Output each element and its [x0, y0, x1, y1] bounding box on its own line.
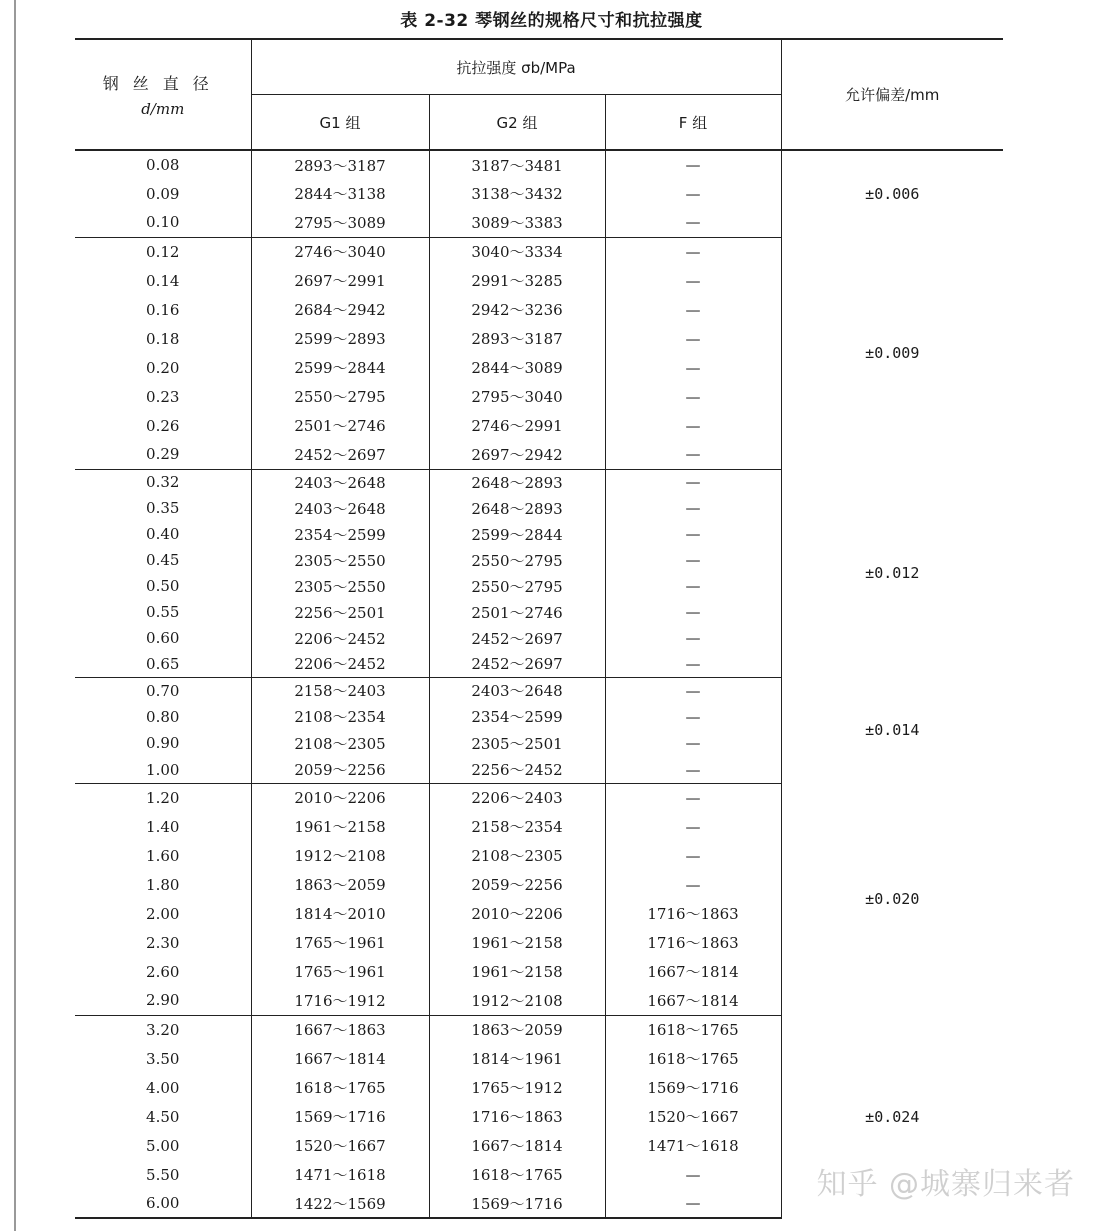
g1-cell: 1814～2010 — [251, 899, 429, 928]
diameter-cell: 2.60 — [75, 957, 251, 986]
f-cell: 1471～1618 — [605, 1131, 781, 1160]
diameter-cell: 0.26 — [75, 411, 251, 440]
f-cell: — — [605, 411, 781, 440]
diameter-cell: 1.60 — [75, 841, 251, 870]
g1-cell: 1765～1961 — [251, 928, 429, 957]
f-cell: — — [605, 677, 781, 704]
g2-cell: 2305～2501 — [429, 730, 605, 757]
g1-cell: 1618～1765 — [251, 1073, 429, 1102]
diameter-cell: 0.32 — [75, 469, 251, 495]
f-cell: 1716～1863 — [605, 899, 781, 928]
f-cell: — — [605, 382, 781, 411]
f-cell: 1618～1765 — [605, 1015, 781, 1044]
f-cell: — — [605, 469, 781, 495]
g2-cell: 2942～3236 — [429, 295, 605, 324]
g1-cell: 2354～2599 — [251, 521, 429, 547]
f-cell: — — [605, 179, 781, 208]
diameter-cell: 0.65 — [75, 651, 251, 677]
diameter-cell: 0.60 — [75, 625, 251, 651]
diameter-cell: 0.35 — [75, 495, 251, 521]
header-g2-group: G2 组 — [429, 95, 605, 151]
f-cell: — — [605, 208, 781, 237]
f-cell: 1569～1716 — [605, 1073, 781, 1102]
diameter-cell: 2.00 — [75, 899, 251, 928]
g1-cell: 2795～3089 — [251, 208, 429, 237]
diameter-cell: 4.50 — [75, 1102, 251, 1131]
tolerance-cell: ±0.012 — [865, 564, 920, 582]
f-cell: — — [605, 150, 781, 179]
g1-cell: 2010～2206 — [251, 783, 429, 812]
g2-cell: 3138～3432 — [429, 179, 605, 208]
f-cell: — — [605, 495, 781, 521]
g1-cell: 1912～2108 — [251, 841, 429, 870]
g1-cell: 1716～1912 — [251, 986, 429, 1015]
g2-cell: 1569～1716 — [429, 1189, 605, 1218]
g1-cell: 2403～2648 — [251, 469, 429, 495]
diameter-cell: 0.12 — [75, 237, 251, 266]
diameter-cell: 1.00 — [75, 757, 251, 784]
g1-cell: 1569～1716 — [251, 1102, 429, 1131]
diameter-cell: 6.00 — [75, 1189, 251, 1218]
g2-cell: 2697～2942 — [429, 440, 605, 469]
tolerance-cell: ±0.020 — [865, 890, 920, 908]
f-cell: — — [605, 704, 781, 731]
g1-cell: 1667～1863 — [251, 1015, 429, 1044]
g2-cell: 2403～2648 — [429, 677, 605, 704]
g1-cell: 2746～3040 — [251, 237, 429, 266]
table-row — [75, 677, 1003, 704]
g1-cell: 2599～2893 — [251, 324, 429, 353]
header-diameter — [75, 39, 251, 150]
g1-cell: 2697～2991 — [251, 266, 429, 295]
f-cell: 1618～1765 — [605, 1044, 781, 1073]
g2-cell: 1667～1814 — [429, 1131, 605, 1160]
g1-cell: 1471～1618 — [251, 1160, 429, 1189]
f-cell: — — [605, 625, 781, 651]
f-cell: — — [605, 730, 781, 757]
diameter-cell: 3.20 — [75, 1015, 251, 1044]
g1-cell: 2305～2550 — [251, 573, 429, 599]
f-cell: — — [605, 870, 781, 899]
diameter-cell: 0.40 — [75, 521, 251, 547]
f-cell: — — [605, 1189, 781, 1218]
spec-table — [75, 38, 1003, 1219]
diameter-cell: 1.40 — [75, 812, 251, 841]
diameter-cell: 2.30 — [75, 928, 251, 957]
g1-cell: 2844～3138 — [251, 179, 429, 208]
g2-cell: 1814～1961 — [429, 1044, 605, 1073]
g2-cell: 1618～1765 — [429, 1160, 605, 1189]
f-cell: 1667～1814 — [605, 957, 781, 986]
f-cell: — — [605, 599, 781, 625]
diameter-cell: 5.50 — [75, 1160, 251, 1189]
g2-cell: 2452～2697 — [429, 651, 605, 677]
g1-cell: 1422～1569 — [251, 1189, 429, 1218]
diameter-cell: 5.00 — [75, 1131, 251, 1160]
scan-edge — [14, 0, 16, 1231]
g1-cell: 2305～2550 — [251, 547, 429, 573]
g2-cell: 2599～2844 — [429, 521, 605, 547]
f-cell: 1716～1863 — [605, 928, 781, 957]
header-f-group: F 组 — [605, 95, 781, 151]
g1-cell: 2501～2746 — [251, 411, 429, 440]
tolerance-cell: ±0.014 — [865, 721, 920, 739]
g1-cell: 2684～2942 — [251, 295, 429, 324]
diameter-cell: 0.29 — [75, 440, 251, 469]
diameter-cell: 1.20 — [75, 783, 251, 812]
f-cell: — — [605, 1160, 781, 1189]
f-cell: — — [605, 353, 781, 382]
g2-cell: 2746～2991 — [429, 411, 605, 440]
diameter-cell: 0.18 — [75, 324, 251, 353]
g1-cell: 2403～2648 — [251, 495, 429, 521]
header-g1-group: G1 组 — [251, 95, 429, 151]
f-cell: — — [605, 324, 781, 353]
g2-cell: 2059～2256 — [429, 870, 605, 899]
diameter-cell: 2.90 — [75, 986, 251, 1015]
g1-cell: 2599～2844 — [251, 353, 429, 382]
g2-cell: 2648～2893 — [429, 495, 605, 521]
f-cell: — — [605, 266, 781, 295]
f-cell: — — [605, 521, 781, 547]
diameter-cell: 0.10 — [75, 208, 251, 237]
f-cell: — — [605, 812, 781, 841]
table-row — [75, 469, 1003, 495]
f-cell: — — [605, 295, 781, 324]
diameter-cell: 0.23 — [75, 382, 251, 411]
diameter-cell: 0.14 — [75, 266, 251, 295]
header-diameter-unit: d/mm — [141, 100, 185, 118]
f-cell: — — [605, 651, 781, 677]
g2-cell: 2206～2403 — [429, 783, 605, 812]
diameter-cell: 0.45 — [75, 547, 251, 573]
g2-cell: 2010～2206 — [429, 899, 605, 928]
table-row — [75, 150, 1003, 179]
diameter-cell: 3.50 — [75, 1044, 251, 1073]
diameter-cell: 1.80 — [75, 870, 251, 899]
watermark: 知乎 @城寨归来者 — [816, 1167, 1075, 1202]
g1-cell: 2108～2354 — [251, 704, 429, 731]
g2-cell: 1765～1912 — [429, 1073, 605, 1102]
f-cell: 1520～1667 — [605, 1102, 781, 1131]
f-cell: — — [605, 440, 781, 469]
diameter-cell: 0.70 — [75, 677, 251, 704]
g2-cell: 3187～3481 — [429, 150, 605, 179]
g1-cell: 2256～2501 — [251, 599, 429, 625]
g2-cell: 1912～2108 — [429, 986, 605, 1015]
g1-cell: 2893～3187 — [251, 150, 429, 179]
g1-cell: 1863～2059 — [251, 870, 429, 899]
g2-cell: 2501～2746 — [429, 599, 605, 625]
f-cell: — — [605, 757, 781, 784]
tolerance-cell: ±0.009 — [865, 344, 920, 362]
diameter-cell: 0.16 — [75, 295, 251, 324]
f-cell: — — [605, 547, 781, 573]
g2-cell: 2991～3285 — [429, 266, 605, 295]
g1-cell: 2452～2697 — [251, 440, 429, 469]
g2-cell: 1961～2158 — [429, 957, 605, 986]
g1-cell: 2059～2256 — [251, 757, 429, 784]
g2-cell: 2256～2452 — [429, 757, 605, 784]
g1-cell: 1765～1961 — [251, 957, 429, 986]
g2-cell: 2893～3187 — [429, 324, 605, 353]
f-cell: — — [605, 573, 781, 599]
f-cell: — — [605, 237, 781, 266]
header-diameter-label: 钢丝直径 — [102, 74, 223, 93]
diameter-cell: 0.50 — [75, 573, 251, 599]
g2-cell: 2648～2893 — [429, 469, 605, 495]
table-row — [75, 237, 1003, 266]
header-tolerance: 允许偏差/mm — [781, 39, 1003, 150]
f-cell: — — [605, 783, 781, 812]
tolerance-cell: ±0.006 — [865, 185, 920, 203]
g2-cell: 2158～2354 — [429, 812, 605, 841]
g1-cell: 1961～2158 — [251, 812, 429, 841]
g1-cell: 1520～1667 — [251, 1131, 429, 1160]
g2-cell: 3040～3334 — [429, 237, 605, 266]
g1-cell: 1667～1814 — [251, 1044, 429, 1073]
g1-cell: 2550～2795 — [251, 382, 429, 411]
diameter-cell: 0.20 — [75, 353, 251, 382]
diameter-cell: 4.00 — [75, 1073, 251, 1102]
g2-cell: 1863～2059 — [429, 1015, 605, 1044]
table-title: 表 2-32 琴钢丝的规格尺寸和抗拉强度 — [400, 11, 703, 31]
table-row — [75, 783, 1003, 812]
header-tensile-strength: 抗拉强度 σb/MPa — [251, 39, 781, 95]
g2-cell: 2354～2599 — [429, 704, 605, 731]
g1-cell: 2206～2452 — [251, 625, 429, 651]
g2-cell: 2795～3040 — [429, 382, 605, 411]
f-cell: 1667～1814 — [605, 986, 781, 1015]
g2-cell: 2108～2305 — [429, 841, 605, 870]
g2-cell: 1961～2158 — [429, 928, 605, 957]
diameter-cell: 0.90 — [75, 730, 251, 757]
diameter-cell: 0.08 — [75, 150, 251, 179]
tolerance-cell: ±0.024 — [865, 1107, 920, 1126]
g2-cell: 3089～3383 — [429, 208, 605, 237]
g1-cell: 2206～2452 — [251, 651, 429, 677]
diameter-cell: 0.09 — [75, 179, 251, 208]
g1-cell: 2108～2305 — [251, 730, 429, 757]
diameter-cell: 0.55 — [75, 599, 251, 625]
g2-cell: 2550～2795 — [429, 573, 605, 599]
g2-cell: 2844～3089 — [429, 353, 605, 382]
g2-cell: 2550～2795 — [429, 547, 605, 573]
spec-table-body — [75, 150, 1003, 1218]
g2-cell: 2452～2697 — [429, 625, 605, 651]
f-cell: — — [605, 841, 781, 870]
g2-cell: 1716～1863 — [429, 1102, 605, 1131]
table-row — [75, 1015, 1003, 1044]
diameter-cell: 0.80 — [75, 704, 251, 731]
g1-cell: 2158～2403 — [251, 677, 429, 704]
